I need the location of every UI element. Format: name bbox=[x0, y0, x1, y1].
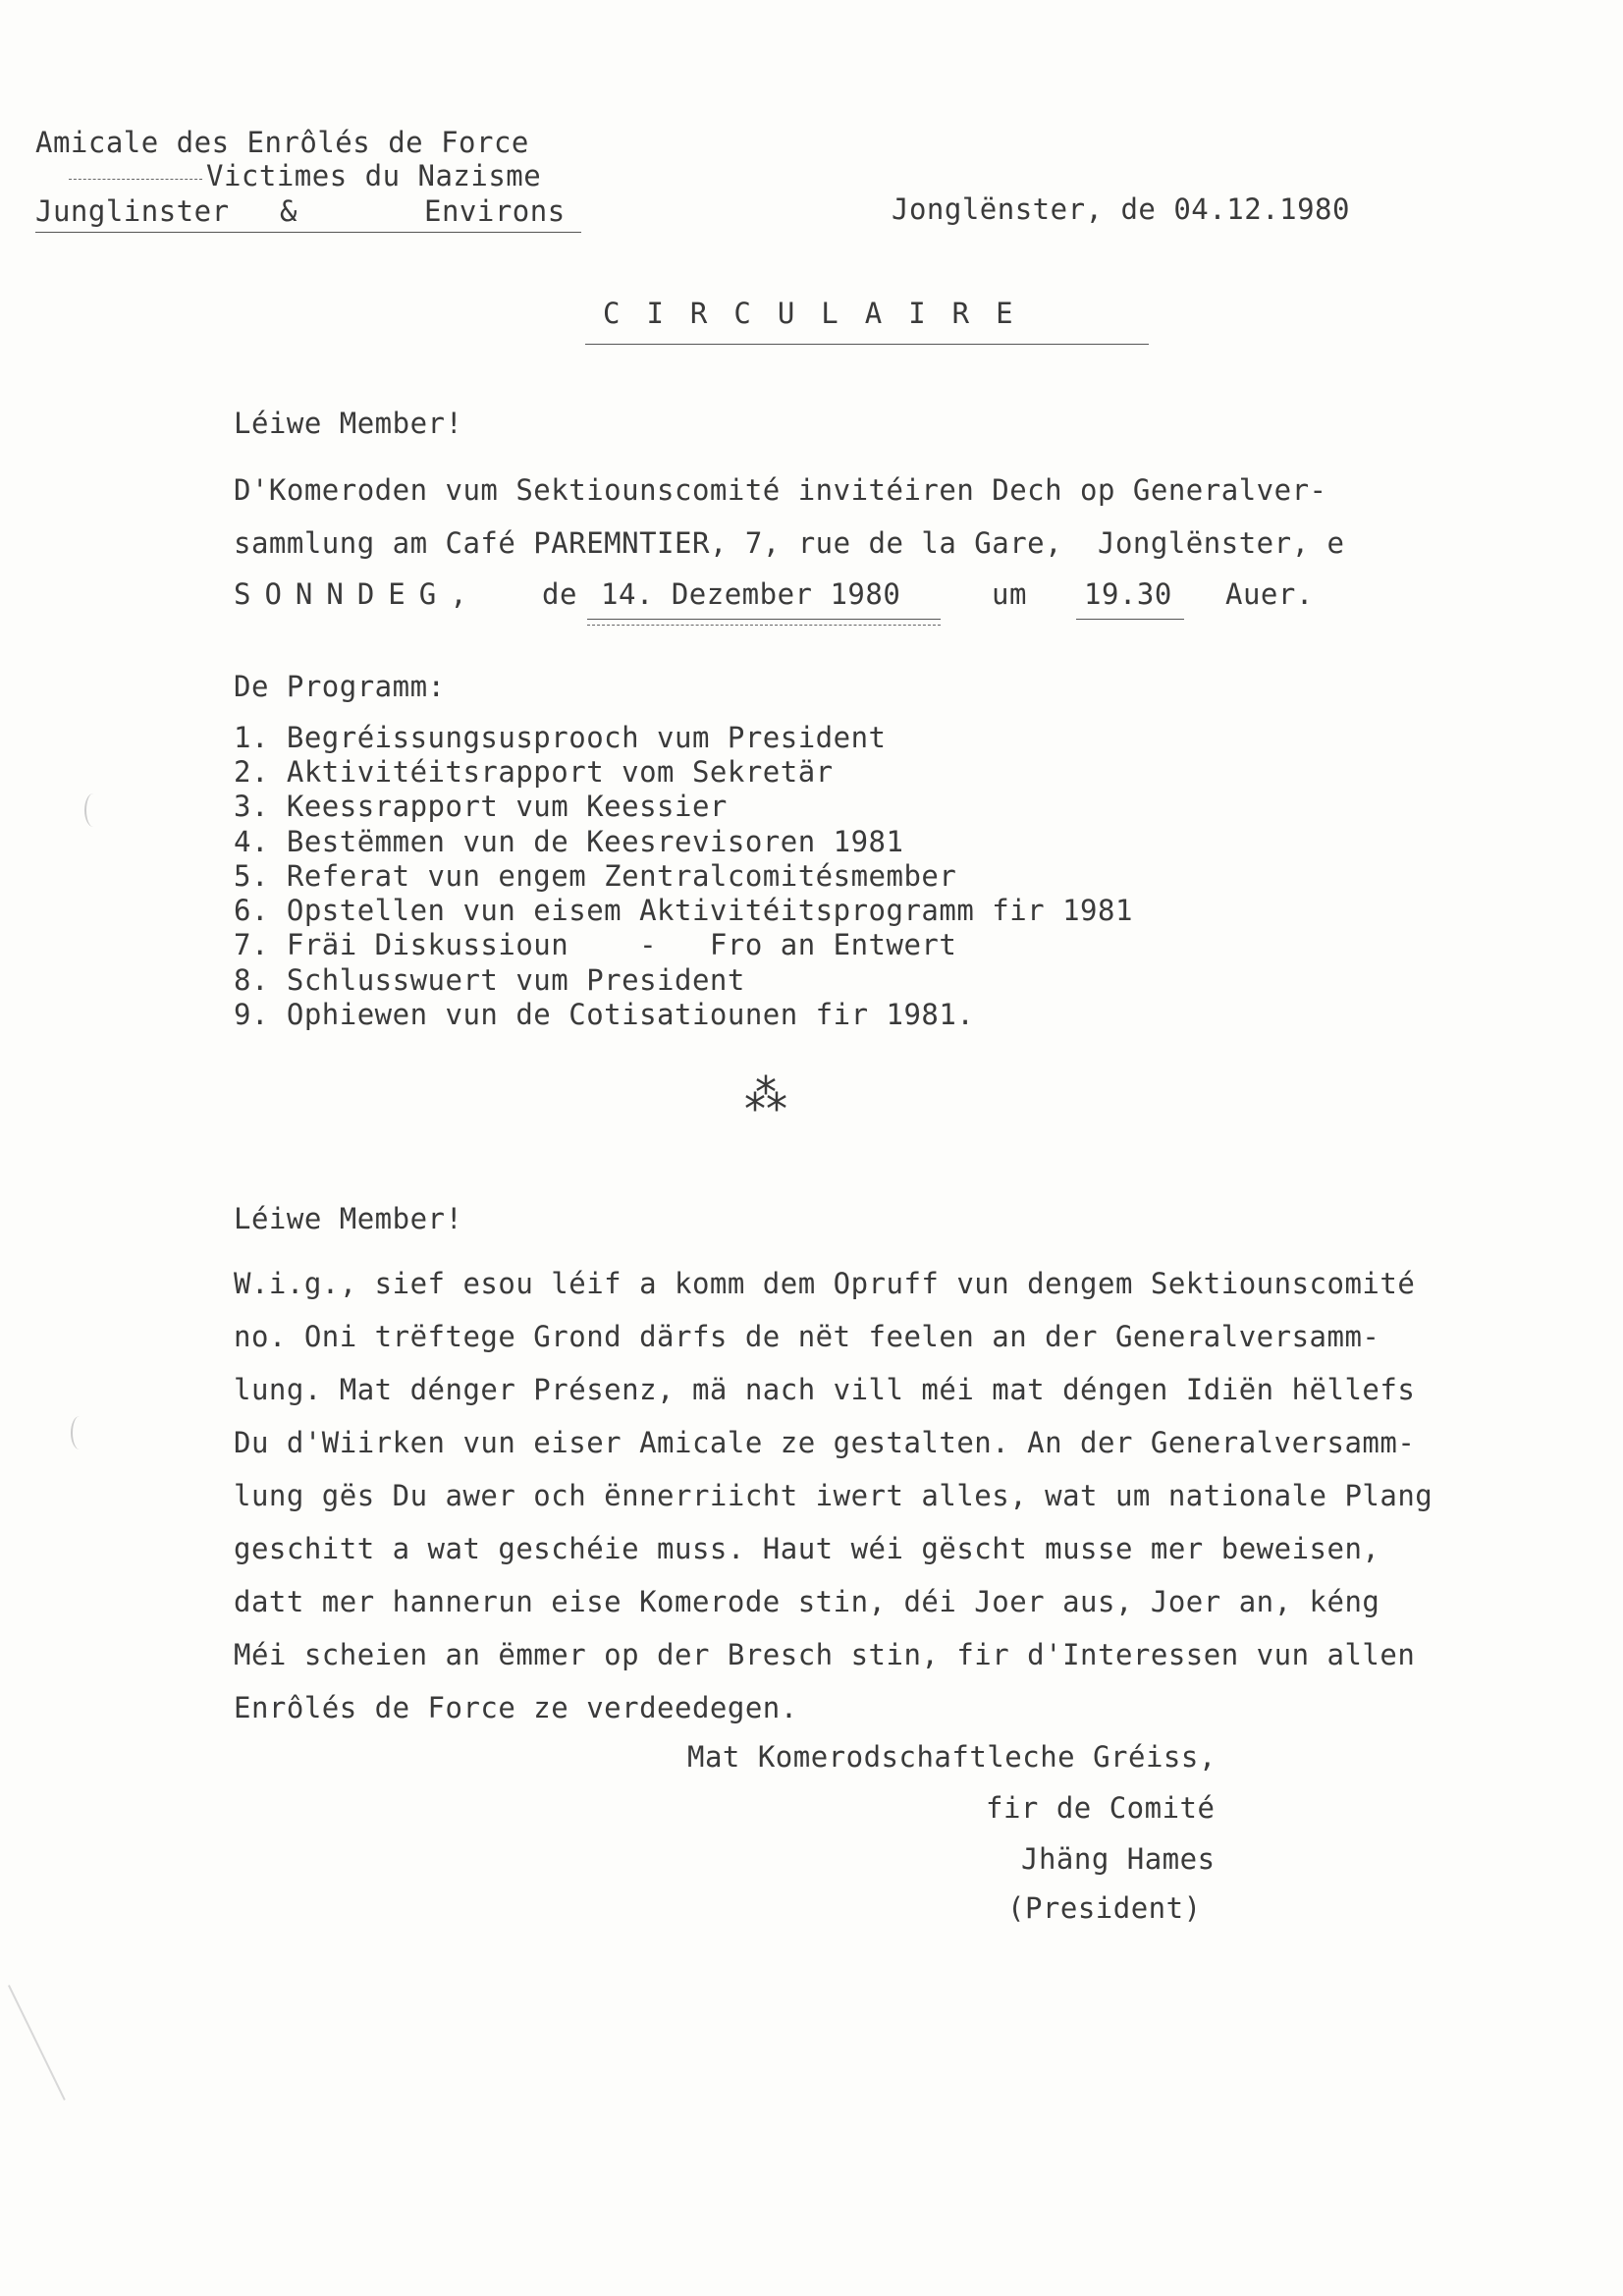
appeal-line: Enrôlés de Force ze verdeedegen. bbox=[234, 1691, 798, 1724]
program-item: 1. Begréissungsusprooch vum President bbox=[234, 721, 887, 754]
document-title: CIRCULAIRE bbox=[603, 297, 1040, 330]
date-underline bbox=[587, 619, 941, 620]
meeting-de: de bbox=[542, 577, 577, 611]
program-heading: De Programm: bbox=[234, 670, 446, 703]
invitation-line-2: sammlung am Café PAREMNTIER, 7, rue de la Gare, Jonglënster, e bbox=[234, 526, 1345, 560]
org-name-line3-left: Junglinster bbox=[35, 194, 230, 228]
paper-edge-mark bbox=[8, 1985, 66, 2101]
program-item: 9. Ophiewen vun de Cotisatiounen fir 1981. bbox=[234, 998, 975, 1031]
program-item: 8. Schlusswuert vum President bbox=[234, 963, 745, 997]
program-item: 6. Opstellen vun eisem Aktivitéitsprogramm fir 1981 bbox=[234, 894, 1133, 927]
org-name-line2: Victimes du Nazisme bbox=[206, 159, 542, 192]
program-item: 2. Aktivitéitsrapport vom Sekretär bbox=[234, 755, 834, 789]
punch-hole-mark bbox=[84, 793, 102, 827]
header-underline bbox=[35, 232, 581, 233]
appeal-line: geschitt a wat geschéie muss. Haut wéi gëscht musse mer beweisen, bbox=[234, 1532, 1380, 1565]
title-underline bbox=[585, 344, 1149, 345]
org-dash-leader bbox=[69, 179, 202, 180]
appeal-line: Du d'Wiirken vun eiser Amicale ze gestalten. An der Generalversamm- bbox=[234, 1426, 1416, 1459]
org-name-line3-right: Environs bbox=[424, 194, 566, 228]
time-underline bbox=[1076, 619, 1184, 620]
appeal-line: no. Oni trëftege Grond därfs de nët feelen an der Generalversamm- bbox=[234, 1320, 1380, 1353]
asterism-separator: ⁂ bbox=[744, 1070, 788, 1121]
program-item: 7. Fräi Diskussioun - Fro an Entwert bbox=[234, 928, 957, 961]
salutation-1: Léiwe Member! bbox=[234, 407, 463, 440]
punch-hole-mark bbox=[71, 1416, 88, 1449]
place-date: Jonglënster, de 04.12.1980 bbox=[892, 192, 1350, 226]
meeting-date: 14. Dezember 1980 bbox=[601, 577, 901, 611]
closing-greeting: Mat Komerodschaftleche Gréiss, bbox=[687, 1740, 1217, 1774]
meeting-time: 19.30 bbox=[1084, 577, 1172, 611]
appeal-line: Méi scheien an ëmmer op der Bresch stin, fir d'Interessen vun allen bbox=[234, 1638, 1416, 1671]
meeting-auer: Auer. bbox=[1225, 577, 1314, 611]
signatory-name: Jhäng Hames bbox=[1021, 1842, 1216, 1876]
appeal-line: lung. Mat dénger Présenz, mä nach vill méi mat déngen Idiën hëllefs bbox=[234, 1373, 1416, 1406]
program-item: 5. Referat vun engem Zentralcomitésmember bbox=[234, 859, 957, 893]
closing-for-committee: fir de Comité bbox=[986, 1791, 1216, 1825]
appeal-line: W.i.g., sief esou léif a komm dem Opruff vun dengem Sektiounscomité bbox=[234, 1267, 1416, 1300]
program-item: 3. Keessrapport vum Keessier bbox=[234, 790, 728, 823]
org-name-line1: Amicale des Enrôlés de Force bbox=[35, 126, 529, 159]
date-underline-2 bbox=[587, 625, 941, 626]
meeting-um: um bbox=[992, 577, 1027, 611]
org-name-line3-amp: & bbox=[280, 194, 298, 228]
signatory-role: (President) bbox=[1007, 1891, 1202, 1925]
invitation-line-1: D'Komeroden vum Sektiounscomité invitéiren Dech op Generalver- bbox=[234, 473, 1327, 507]
appeal-line: lung gës Du awer och ënnerriicht iwert alles, wat um nationale Plang bbox=[234, 1479, 1434, 1512]
salutation-2: Léiwe Member! bbox=[234, 1202, 463, 1235]
appeal-line: datt mer hannerun eise Komerode stin, déi Joer aus, Joer an, kéng bbox=[234, 1585, 1380, 1618]
meeting-day: SONNDEG, bbox=[234, 577, 481, 611]
program-item: 4. Bestëmmen vun de Keesrevisoren 1981 bbox=[234, 825, 904, 858]
